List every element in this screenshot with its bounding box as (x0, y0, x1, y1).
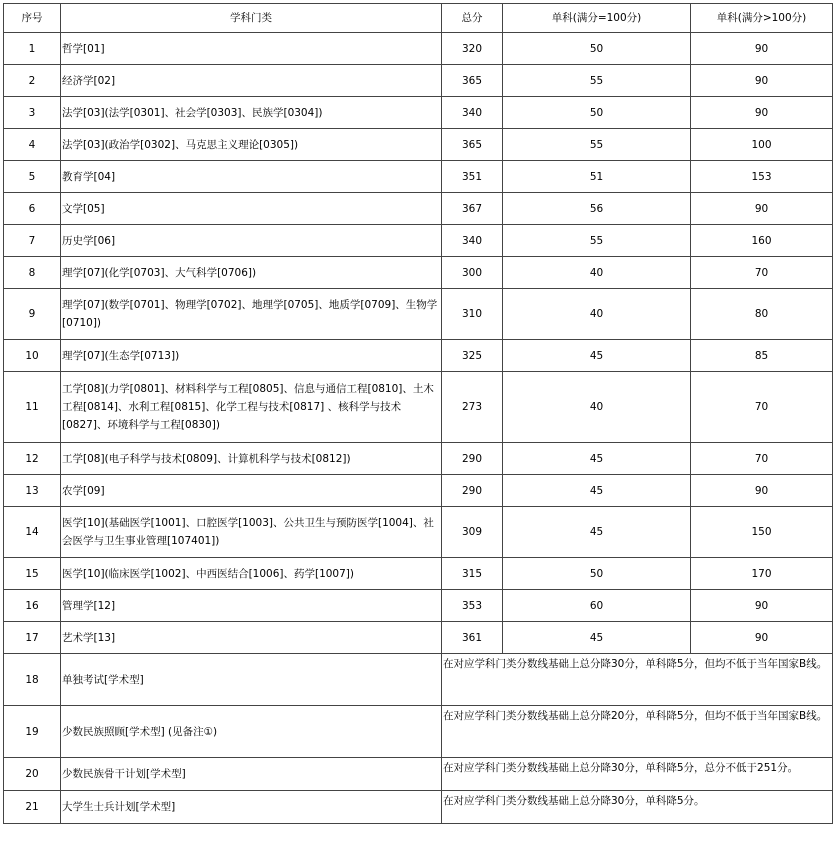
row-total: 300 (442, 257, 503, 289)
row-subject: 法学[03](法学[0301]、社会学[0303]、民族学[0304]) (61, 97, 442, 129)
row-total: 309 (442, 507, 503, 558)
row-subject: 艺术学[13] (61, 622, 442, 654)
row-index: 2 (4, 65, 61, 97)
row-total: 315 (442, 558, 503, 590)
row-total: 290 (442, 475, 503, 507)
row-subject: 少数民族骨干计划[学术型] (61, 758, 442, 791)
table-row (4, 590, 833, 622)
row-total: 365 (442, 65, 503, 97)
row-index: 21 (4, 791, 61, 824)
row-subject: 理学[07](化学[0703]、大气科学[0706]) (61, 257, 442, 289)
row-single-100: 40 (503, 372, 691, 443)
row-index: 4 (4, 129, 61, 161)
row-single-100: 55 (503, 65, 691, 97)
row-subject: 哲学[01] (61, 33, 442, 65)
row-index: 6 (4, 193, 61, 225)
row-subject: 农学[09] (61, 475, 442, 507)
row-single-gt100: 100 (691, 129, 833, 161)
row-index: 10 (4, 340, 61, 372)
score-table (3, 3, 833, 824)
table-row (4, 161, 833, 193)
table-row (4, 289, 833, 340)
table-row (4, 558, 833, 590)
table-row (4, 507, 833, 558)
row-total: 361 (442, 622, 503, 654)
row-index: 3 (4, 97, 61, 129)
special-row (4, 758, 833, 791)
row-single-100: 56 (503, 193, 691, 225)
row-single-gt100: 70 (691, 372, 833, 443)
table-row (4, 129, 833, 161)
row-subject: 工学[08](电子科学与技术[0809]、计算机科学与技术[0812]) (61, 443, 442, 475)
row-note: 在对应学科门类分数线基础上总分降30分，单科降5分，但均不低于当年国家B线。 (442, 654, 833, 706)
table-row (4, 65, 833, 97)
row-note: 在对应学科门类分数线基础上总分降30分，单科降5分，总分不低于251分。 (442, 758, 833, 791)
row-single-gt100: 90 (691, 193, 833, 225)
table-row (4, 340, 833, 372)
row-subject: 单独考试[学术型] (61, 654, 442, 706)
row-single-gt100: 170 (691, 558, 833, 590)
row-subject: 大学生士兵计划[学术型] (61, 791, 442, 824)
row-single-gt100: 90 (691, 622, 833, 654)
row-index: 16 (4, 590, 61, 622)
row-index: 15 (4, 558, 61, 590)
table-row (4, 257, 833, 289)
row-single-100: 45 (503, 443, 691, 475)
row-subject: 法学[03](政治学[0302]、马克思主义理论[0305]) (61, 129, 442, 161)
row-index: 12 (4, 443, 61, 475)
row-single-gt100: 90 (691, 590, 833, 622)
row-single-100: 55 (503, 225, 691, 257)
row-subject: 经济学[02] (61, 65, 442, 97)
table-row (4, 225, 833, 257)
row-total: 367 (442, 193, 503, 225)
row-subject: 文学[05] (61, 193, 442, 225)
special-row (4, 654, 833, 706)
row-single-100: 55 (503, 129, 691, 161)
header-single-100: 单科(满分=100分) (503, 4, 691, 33)
row-single-100: 45 (503, 507, 691, 558)
row-subject: 理学[07](数学[0701]、物理学[0702]、地理学[0705]、地质学[0709]、生物学[0710]) (61, 289, 442, 340)
row-total: 351 (442, 161, 503, 193)
row-index: 5 (4, 161, 61, 193)
header-single-gt100: 单科(满分>100分) (691, 4, 833, 33)
row-index: 18 (4, 654, 61, 706)
row-single-gt100: 80 (691, 289, 833, 340)
row-single-100: 45 (503, 622, 691, 654)
table-row (4, 193, 833, 225)
row-single-100: 40 (503, 289, 691, 340)
row-total: 290 (442, 443, 503, 475)
row-total: 325 (442, 340, 503, 372)
row-single-gt100: 90 (691, 475, 833, 507)
header-index: 序号 (4, 4, 61, 33)
row-single-gt100: 90 (691, 97, 833, 129)
table-row (4, 475, 833, 507)
table-row (4, 372, 833, 443)
row-single-gt100: 90 (691, 33, 833, 65)
row-index: 13 (4, 475, 61, 507)
row-single-gt100: 70 (691, 443, 833, 475)
row-subject: 管理学[12] (61, 590, 442, 622)
row-subject: 工学[08](力学[0801]、材料科学与工程[0805]、信息与通信工程[0810]、土木工程[0814]、水利工程[0815]、化学工程与技术[0817] 、核科学与技术[0827]、环境科学与工程[0830]) (61, 372, 442, 443)
row-single-gt100: 85 (691, 340, 833, 372)
row-note: 在对应学科门类分数线基础上总分降30分，单科降5分。 (442, 791, 833, 824)
row-single-gt100: 160 (691, 225, 833, 257)
row-index: 8 (4, 257, 61, 289)
row-index: 20 (4, 758, 61, 791)
row-note: 在对应学科门类分数线基础上总分降20分，单科降5分，但均不低于当年国家B线。 (442, 706, 833, 758)
row-total: 365 (442, 129, 503, 161)
row-single-gt100: 150 (691, 507, 833, 558)
row-single-100: 40 (503, 257, 691, 289)
row-single-100: 60 (503, 590, 691, 622)
row-single-gt100: 153 (691, 161, 833, 193)
row-single-100: 51 (503, 161, 691, 193)
row-single-100: 50 (503, 97, 691, 129)
header-row (4, 4, 833, 33)
row-single-gt100: 70 (691, 257, 833, 289)
row-total: 340 (442, 97, 503, 129)
special-row (4, 706, 833, 758)
row-total: 310 (442, 289, 503, 340)
table-row (4, 622, 833, 654)
header-subject: 学科门类 (61, 4, 442, 33)
row-subject: 理学[07](生态学[0713]) (61, 340, 442, 372)
row-subject: 历史学[06] (61, 225, 442, 257)
row-index: 9 (4, 289, 61, 340)
row-index: 1 (4, 33, 61, 65)
row-total: 353 (442, 590, 503, 622)
row-subject: 教育学[04] (61, 161, 442, 193)
table-row (4, 33, 833, 65)
row-index: 19 (4, 706, 61, 758)
row-total: 340 (442, 225, 503, 257)
table-row (4, 97, 833, 129)
row-single-100: 50 (503, 558, 691, 590)
row-total: 273 (442, 372, 503, 443)
row-total: 320 (442, 33, 503, 65)
row-single-100: 45 (503, 475, 691, 507)
row-single-100: 45 (503, 340, 691, 372)
row-single-100: 50 (503, 33, 691, 65)
header-total: 总分 (442, 4, 503, 33)
row-single-gt100: 90 (691, 65, 833, 97)
table-row (4, 443, 833, 475)
special-row (4, 791, 833, 824)
row-subject: 少数民族照顾[学术型] (见备注①) (61, 706, 442, 758)
row-subject: 医学[10](基础医学[1001]、口腔医学[1003]、公共卫生与预防医学[1004]、社会医学与卫生事业管理[107401]) (61, 507, 442, 558)
row-index: 7 (4, 225, 61, 257)
row-index: 14 (4, 507, 61, 558)
row-index: 11 (4, 372, 61, 443)
row-subject: 医学[10](临床医学[1002]、中西医结合[1006]、药学[1007]) (61, 558, 442, 590)
row-index: 17 (4, 622, 61, 654)
